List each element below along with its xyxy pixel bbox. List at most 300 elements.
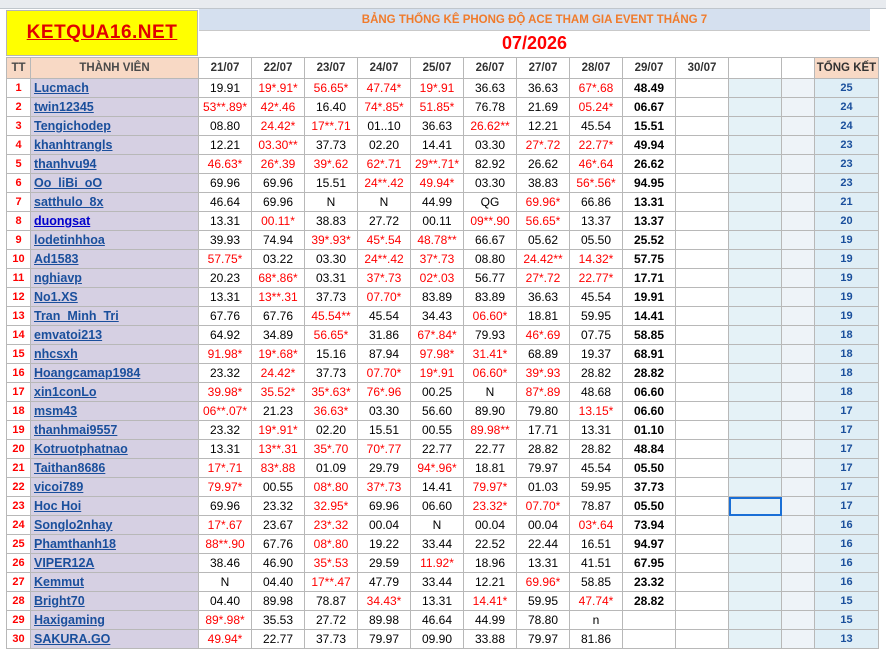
result-cell[interactable]: 15.51 bbox=[358, 421, 411, 440]
member-name-link[interactable]: thanhvu94 bbox=[34, 157, 97, 171]
empty-cell[interactable] bbox=[782, 421, 815, 440]
result-cell-30-07[interactable] bbox=[676, 383, 729, 402]
result-cell[interactable]: 31.41* bbox=[464, 345, 517, 364]
result-cell[interactable]: 26.62 bbox=[517, 155, 570, 174]
row-number[interactable]: 26 bbox=[7, 554, 31, 573]
result-cell[interactable]: 69.96* bbox=[517, 193, 570, 212]
result-cell[interactable]: 00.11 bbox=[411, 212, 464, 231]
member-name-link[interactable]: Tengichodep bbox=[34, 119, 111, 133]
result-cell[interactable]: 46.63* bbox=[199, 155, 252, 174]
result-cell[interactable]: 87.94 bbox=[358, 345, 411, 364]
member-name-link[interactable]: Kemmut bbox=[34, 575, 85, 589]
result-cell[interactable]: 48.68 bbox=[570, 383, 623, 402]
result-cell[interactable]: 56.60 bbox=[411, 402, 464, 421]
result-cell[interactable]: 37.73 bbox=[305, 288, 358, 307]
result-cell[interactable]: N bbox=[358, 193, 411, 212]
result-cell[interactable]: 00.11* bbox=[252, 212, 305, 231]
member-cell[interactable] bbox=[31, 307, 199, 326]
total-score[interactable]: 16 bbox=[815, 516, 879, 535]
member-name-link[interactable]: duongsat bbox=[34, 214, 91, 228]
result-cell[interactable]: 22.44 bbox=[517, 535, 570, 554]
member-cell[interactable] bbox=[31, 231, 199, 250]
result-cell[interactable]: 36.63 bbox=[517, 288, 570, 307]
result-cell[interactable]: 17**.47 bbox=[305, 573, 358, 592]
member-cell[interactable] bbox=[31, 345, 199, 364]
member-cell[interactable] bbox=[31, 136, 199, 155]
result-cell[interactable]: 89.98** bbox=[464, 421, 517, 440]
result-cell[interactable]: 66.86 bbox=[570, 193, 623, 212]
result-cell[interactable]: 45.54** bbox=[305, 307, 358, 326]
result-cell[interactable]: 07.70* bbox=[358, 288, 411, 307]
result-cell[interactable]: 46*.64 bbox=[570, 155, 623, 174]
result-cell-30-07[interactable] bbox=[676, 79, 729, 98]
result-cell[interactable]: 78.80 bbox=[517, 611, 570, 630]
result-cell[interactable]: 41.51 bbox=[570, 554, 623, 573]
result-cell[interactable]: 37.73 bbox=[305, 136, 358, 155]
result-cell[interactable]: 46.90 bbox=[252, 554, 305, 573]
empty-cell[interactable] bbox=[782, 98, 815, 117]
result-cell-29-07[interactable]: 49.94 bbox=[623, 136, 676, 155]
result-cell[interactable]: 44.99 bbox=[464, 611, 517, 630]
result-cell[interactable]: 88**.90 bbox=[199, 535, 252, 554]
result-cell[interactable]: 69.96 bbox=[252, 174, 305, 193]
result-cell[interactable]: 14.41 bbox=[411, 478, 464, 497]
total-score[interactable]: 13 bbox=[815, 630, 879, 649]
result-cell[interactable]: 12.21 bbox=[464, 573, 517, 592]
result-cell[interactable]: 69.96 bbox=[252, 193, 305, 212]
result-cell[interactable]: 97.98* bbox=[411, 345, 464, 364]
result-cell[interactable]: 91.98* bbox=[199, 345, 252, 364]
result-cell-30-07[interactable] bbox=[676, 630, 729, 649]
result-cell-30-07[interactable] bbox=[676, 326, 729, 345]
result-cell[interactable]: 26*.39 bbox=[252, 155, 305, 174]
result-cell[interactable]: 46*.69 bbox=[517, 326, 570, 345]
total-score[interactable]: 20 bbox=[815, 212, 879, 231]
empty-cell[interactable] bbox=[729, 611, 782, 630]
result-cell[interactable]: 07.70* bbox=[517, 497, 570, 516]
empty-cell[interactable] bbox=[782, 288, 815, 307]
result-cell[interactable]: 67*.68 bbox=[570, 79, 623, 98]
result-cell[interactable]: 33.44 bbox=[411, 573, 464, 592]
result-cell[interactable]: 01.03 bbox=[517, 478, 570, 497]
result-cell[interactable]: 09.90 bbox=[411, 630, 464, 649]
result-cell[interactable]: 15.51 bbox=[305, 174, 358, 193]
member-name-link[interactable]: khanhtrangls bbox=[34, 138, 113, 152]
result-cell[interactable]: 23*.32 bbox=[305, 516, 358, 535]
result-cell[interactable]: 46.64 bbox=[411, 611, 464, 630]
result-cell[interactable]: 00.04 bbox=[358, 516, 411, 535]
result-cell-29-07[interactable]: 28.82 bbox=[623, 364, 676, 383]
result-cell[interactable]: n bbox=[570, 611, 623, 630]
member-cell[interactable] bbox=[31, 592, 199, 611]
result-cell-30-07[interactable] bbox=[676, 611, 729, 630]
result-cell[interactable]: 37.73 bbox=[305, 630, 358, 649]
empty-cell[interactable] bbox=[729, 212, 782, 231]
result-cell[interactable]: 00.55 bbox=[411, 421, 464, 440]
result-cell-30-07[interactable] bbox=[676, 307, 729, 326]
empty-cell[interactable] bbox=[729, 402, 782, 421]
empty-cell[interactable] bbox=[782, 554, 815, 573]
result-cell-30-07[interactable] bbox=[676, 535, 729, 554]
result-cell[interactable]: 79.97* bbox=[199, 478, 252, 497]
result-cell[interactable]: 03.30 bbox=[358, 402, 411, 421]
empty-cell[interactable] bbox=[729, 117, 782, 136]
member-name-link[interactable]: SAKURA.GO bbox=[34, 632, 111, 646]
result-cell[interactable]: 69.96* bbox=[517, 573, 570, 592]
result-cell-30-07[interactable] bbox=[676, 174, 729, 193]
member-name-link[interactable]: vicoi789 bbox=[34, 480, 84, 494]
member-cell[interactable] bbox=[31, 478, 199, 497]
result-cell[interactable]: N bbox=[411, 516, 464, 535]
result-cell[interactable]: 45*.54 bbox=[358, 231, 411, 250]
result-cell-29-07[interactable] bbox=[623, 630, 676, 649]
result-cell-29-07[interactable] bbox=[623, 611, 676, 630]
result-cell[interactable]: 24**.42 bbox=[358, 250, 411, 269]
result-cell[interactable]: 28.82 bbox=[517, 440, 570, 459]
empty-cell[interactable] bbox=[782, 573, 815, 592]
empty-cell[interactable] bbox=[729, 136, 782, 155]
member-cell[interactable] bbox=[31, 554, 199, 573]
total-score[interactable]: 24 bbox=[815, 117, 879, 136]
result-cell[interactable]: 13.31 bbox=[199, 440, 252, 459]
result-cell-29-07[interactable]: 01.10 bbox=[623, 421, 676, 440]
result-cell-29-07[interactable]: 48.49 bbox=[623, 79, 676, 98]
row-number[interactable]: 3 bbox=[7, 117, 31, 136]
result-cell[interactable]: 24.42** bbox=[517, 250, 570, 269]
empty-cell[interactable] bbox=[729, 364, 782, 383]
result-cell[interactable]: 14.41* bbox=[464, 592, 517, 611]
row-number[interactable]: 4 bbox=[7, 136, 31, 155]
result-cell[interactable]: 83.89 bbox=[411, 288, 464, 307]
empty-cell[interactable] bbox=[729, 269, 782, 288]
result-cell-30-07[interactable] bbox=[676, 459, 729, 478]
result-cell[interactable]: 94*.96* bbox=[411, 459, 464, 478]
result-cell-29-07[interactable]: 26.62 bbox=[623, 155, 676, 174]
result-cell[interactable]: 78.87 bbox=[570, 497, 623, 516]
result-cell[interactable]: 74.94 bbox=[252, 231, 305, 250]
empty-cell[interactable] bbox=[729, 535, 782, 554]
row-number[interactable]: 10 bbox=[7, 250, 31, 269]
result-cell[interactable]: 13.31 bbox=[199, 288, 252, 307]
result-cell[interactable]: 38.46 bbox=[199, 554, 252, 573]
result-cell[interactable]: 39.93 bbox=[199, 231, 252, 250]
result-cell[interactable]: 04.40 bbox=[199, 592, 252, 611]
member-cell[interactable] bbox=[31, 79, 199, 98]
result-cell[interactable]: 00.25 bbox=[411, 383, 464, 402]
result-cell-29-07[interactable]: 68.91 bbox=[623, 345, 676, 364]
result-cell-30-07[interactable] bbox=[676, 440, 729, 459]
empty-cell[interactable] bbox=[729, 193, 782, 212]
result-cell[interactable]: 82.92 bbox=[464, 155, 517, 174]
row-number[interactable]: 15 bbox=[7, 345, 31, 364]
member-name-link[interactable]: satthulo_8x bbox=[34, 195, 104, 209]
result-cell[interactable]: 59.95 bbox=[570, 307, 623, 326]
result-cell[interactable]: 03.30 bbox=[464, 136, 517, 155]
result-cell[interactable]: 79.80 bbox=[517, 402, 570, 421]
result-cell[interactable]: 34.43 bbox=[411, 307, 464, 326]
member-name-link[interactable]: Lucmach bbox=[34, 81, 89, 95]
result-cell[interactable]: 29.59 bbox=[358, 554, 411, 573]
result-cell[interactable]: 19.37 bbox=[570, 345, 623, 364]
empty-cell[interactable] bbox=[782, 193, 815, 212]
result-cell[interactable]: 19*.91 bbox=[411, 79, 464, 98]
member-name-link[interactable]: Taithan8686 bbox=[34, 461, 106, 475]
result-cell-29-07[interactable]: 19.91 bbox=[623, 288, 676, 307]
result-cell-30-07[interactable] bbox=[676, 345, 729, 364]
total-score[interactable]: 16 bbox=[815, 573, 879, 592]
result-cell[interactable]: 03.22 bbox=[252, 250, 305, 269]
result-cell[interactable]: 36.63 bbox=[464, 79, 517, 98]
member-name-link[interactable]: Phamthanh18 bbox=[34, 537, 116, 551]
member-cell[interactable] bbox=[31, 212, 199, 231]
member-name-link[interactable]: thanhmai9557 bbox=[34, 423, 118, 437]
result-cell[interactable]: 79.97 bbox=[517, 630, 570, 649]
result-cell[interactable]: 42*.46 bbox=[252, 98, 305, 117]
result-cell-29-07[interactable]: 58.85 bbox=[623, 326, 676, 345]
result-cell-29-07[interactable]: 25.52 bbox=[623, 231, 676, 250]
result-cell[interactable]: 89.90 bbox=[464, 402, 517, 421]
empty-cell[interactable] bbox=[729, 307, 782, 326]
member-name-link[interactable]: Haxigaming bbox=[34, 613, 105, 627]
result-cell[interactable]: 27.72 bbox=[305, 611, 358, 630]
result-cell[interactable]: 08*.80 bbox=[305, 478, 358, 497]
empty-cell[interactable] bbox=[782, 440, 815, 459]
empty-cell[interactable] bbox=[782, 345, 815, 364]
empty-cell[interactable] bbox=[782, 592, 815, 611]
empty-cell[interactable] bbox=[729, 554, 782, 573]
row-number[interactable]: 2 bbox=[7, 98, 31, 117]
empty-cell[interactable] bbox=[729, 630, 782, 649]
result-cell[interactable]: 36.63 bbox=[411, 117, 464, 136]
empty-cell[interactable] bbox=[782, 326, 815, 345]
result-cell[interactable]: 78.87 bbox=[305, 592, 358, 611]
result-cell[interactable]: 11.92* bbox=[411, 554, 464, 573]
empty-cell[interactable] bbox=[729, 573, 782, 592]
row-number[interactable]: 30 bbox=[7, 630, 31, 649]
total-score[interactable]: 19 bbox=[815, 269, 879, 288]
result-cell[interactable]: 34.43* bbox=[358, 592, 411, 611]
empty-cell[interactable] bbox=[782, 516, 815, 535]
result-cell[interactable]: 06.60* bbox=[464, 364, 517, 383]
result-cell[interactable]: 57.75* bbox=[199, 250, 252, 269]
result-cell[interactable]: 12.21 bbox=[517, 117, 570, 136]
result-cell[interactable]: 13.31 bbox=[570, 421, 623, 440]
result-cell[interactable]: 67.76 bbox=[252, 535, 305, 554]
total-score[interactable]: 15 bbox=[815, 611, 879, 630]
result-cell[interactable]: 49.94* bbox=[199, 630, 252, 649]
result-cell-30-07[interactable] bbox=[676, 573, 729, 592]
empty-cell[interactable] bbox=[782, 611, 815, 630]
result-cell[interactable]: 03.30 bbox=[464, 174, 517, 193]
result-cell[interactable]: 22.77* bbox=[570, 269, 623, 288]
result-cell[interactable]: 76.78 bbox=[464, 98, 517, 117]
member-name-link[interactable]: msm43 bbox=[34, 404, 78, 418]
member-name-link[interactable]: Hoc Hoi bbox=[34, 499, 82, 513]
result-cell-29-07[interactable]: 05.50 bbox=[623, 459, 676, 478]
result-cell[interactable]: 19.91 bbox=[199, 79, 252, 98]
result-cell[interactable]: 39*.62 bbox=[305, 155, 358, 174]
result-cell-29-07[interactable]: 05.50 bbox=[623, 497, 676, 516]
member-name-link[interactable]: xin1conLo bbox=[34, 385, 97, 399]
result-cell[interactable]: 16.51 bbox=[570, 535, 623, 554]
empty-cell[interactable] bbox=[782, 402, 815, 421]
result-cell[interactable]: 18.81 bbox=[517, 307, 570, 326]
result-cell[interactable]: 35*.70 bbox=[305, 440, 358, 459]
result-cell[interactable]: 47.74* bbox=[358, 79, 411, 98]
result-cell[interactable]: 62*.71 bbox=[358, 155, 411, 174]
result-cell[interactable]: 02.20 bbox=[358, 136, 411, 155]
result-cell[interactable]: 24.42* bbox=[252, 364, 305, 383]
result-cell[interactable]: 33.44 bbox=[411, 535, 464, 554]
empty-cell[interactable] bbox=[782, 269, 815, 288]
result-cell[interactable]: 27*.72 bbox=[517, 269, 570, 288]
total-score[interactable]: 19 bbox=[815, 231, 879, 250]
result-cell[interactable]: 24**.42 bbox=[358, 174, 411, 193]
result-cell[interactable]: 15.16 bbox=[305, 345, 358, 364]
result-cell[interactable]: 17*.71 bbox=[199, 459, 252, 478]
result-cell[interactable]: 21.69 bbox=[517, 98, 570, 117]
result-cell[interactable]: 45.54 bbox=[570, 459, 623, 478]
result-cell[interactable]: 67*.84* bbox=[411, 326, 464, 345]
empty-cell[interactable] bbox=[782, 383, 815, 402]
empty-cell[interactable] bbox=[782, 307, 815, 326]
result-cell[interactable]: 07.75 bbox=[570, 326, 623, 345]
result-cell[interactable]: 17**.71 bbox=[305, 117, 358, 136]
result-cell[interactable]: 47.74* bbox=[570, 592, 623, 611]
empty-cell[interactable] bbox=[729, 79, 782, 98]
member-name-link[interactable]: Tran_Minh_Tri bbox=[34, 309, 119, 323]
result-cell[interactable]: 33.88 bbox=[464, 630, 517, 649]
total-score[interactable]: 19 bbox=[815, 288, 879, 307]
result-cell[interactable]: 02*.03 bbox=[411, 269, 464, 288]
result-cell-29-07[interactable]: 17.71 bbox=[623, 269, 676, 288]
result-cell[interactable]: 38.83 bbox=[517, 174, 570, 193]
empty-cell[interactable] bbox=[782, 478, 815, 497]
member-cell[interactable] bbox=[31, 326, 199, 345]
empty-cell[interactable] bbox=[729, 421, 782, 440]
total-score[interactable]: 17 bbox=[815, 497, 879, 516]
result-cell-30-07[interactable] bbox=[676, 250, 729, 269]
result-cell-29-07[interactable]: 37.73 bbox=[623, 478, 676, 497]
result-cell[interactable]: 35*.63* bbox=[305, 383, 358, 402]
result-cell[interactable]: 23.32 bbox=[252, 497, 305, 516]
member-name-link[interactable]: Ad1583 bbox=[34, 252, 79, 266]
result-cell-30-07[interactable] bbox=[676, 478, 729, 497]
empty-cell[interactable] bbox=[782, 79, 815, 98]
result-cell[interactable]: N bbox=[305, 193, 358, 212]
result-cell[interactable]: 37*.73 bbox=[358, 478, 411, 497]
empty-cell[interactable] bbox=[729, 459, 782, 478]
result-cell[interactable]: 68*.86* bbox=[252, 269, 305, 288]
result-cell[interactable]: 14.32* bbox=[570, 250, 623, 269]
row-number[interactable]: 27 bbox=[7, 573, 31, 592]
result-cell[interactable]: 64.92 bbox=[199, 326, 252, 345]
empty-cell[interactable] bbox=[729, 155, 782, 174]
result-cell[interactable]: 06**.07* bbox=[199, 402, 252, 421]
row-number[interactable]: 7 bbox=[7, 193, 31, 212]
result-cell[interactable]: 01..10 bbox=[358, 117, 411, 136]
result-cell[interactable]: 74*.85* bbox=[358, 98, 411, 117]
result-cell[interactable]: 12.21 bbox=[199, 136, 252, 155]
result-cell[interactable]: 23.32 bbox=[199, 364, 252, 383]
result-cell[interactable]: 02.20 bbox=[305, 421, 358, 440]
result-cell-29-07[interactable]: 06.60 bbox=[623, 402, 676, 421]
row-number[interactable]: 1 bbox=[7, 79, 31, 98]
result-cell[interactable]: QG bbox=[464, 193, 517, 212]
member-name-link[interactable]: VIPER12A bbox=[34, 556, 95, 570]
empty-cell[interactable] bbox=[782, 250, 815, 269]
total-score[interactable]: 23 bbox=[815, 174, 879, 193]
result-cell[interactable]: 13**.31 bbox=[252, 288, 305, 307]
empty-cell[interactable] bbox=[729, 98, 782, 117]
result-cell-29-07[interactable]: 13.31 bbox=[623, 193, 676, 212]
result-cell[interactable]: 81.86 bbox=[570, 630, 623, 649]
total-score[interactable]: 15 bbox=[815, 592, 879, 611]
result-cell[interactable]: 23.32 bbox=[199, 421, 252, 440]
empty-cell[interactable] bbox=[729, 288, 782, 307]
result-cell[interactable]: 69.96 bbox=[199, 497, 252, 516]
result-cell-29-07[interactable]: 67.95 bbox=[623, 554, 676, 573]
member-cell[interactable] bbox=[31, 459, 199, 478]
row-number[interactable]: 18 bbox=[7, 402, 31, 421]
result-cell[interactable]: 13.31 bbox=[411, 592, 464, 611]
empty-cell[interactable] bbox=[782, 497, 815, 516]
row-number[interactable]: 19 bbox=[7, 421, 31, 440]
result-cell-30-07[interactable] bbox=[676, 136, 729, 155]
member-cell[interactable] bbox=[31, 288, 199, 307]
result-cell-30-07[interactable] bbox=[676, 554, 729, 573]
result-cell[interactable]: 20.23 bbox=[199, 269, 252, 288]
result-cell[interactable]: 56.65* bbox=[305, 326, 358, 345]
result-cell[interactable]: 34.89 bbox=[252, 326, 305, 345]
result-cell[interactable]: 32.95* bbox=[305, 497, 358, 516]
result-cell[interactable]: 13.37 bbox=[570, 212, 623, 231]
result-cell[interactable]: 06.60* bbox=[464, 307, 517, 326]
result-cell[interactable]: 76*.96 bbox=[358, 383, 411, 402]
result-cell[interactable]: 21.23 bbox=[252, 402, 305, 421]
result-cell[interactable]: 05.50 bbox=[570, 231, 623, 250]
row-number[interactable]: 8 bbox=[7, 212, 31, 231]
result-cell[interactable]: 53**.89* bbox=[199, 98, 252, 117]
result-cell-30-07[interactable] bbox=[676, 288, 729, 307]
member-name-link[interactable]: Bright70 bbox=[34, 594, 85, 608]
result-cell[interactable]: 38.83 bbox=[305, 212, 358, 231]
result-cell[interactable]: 22.77 bbox=[411, 440, 464, 459]
empty-cell[interactable] bbox=[782, 630, 815, 649]
result-cell[interactable]: 69.96 bbox=[199, 174, 252, 193]
total-score[interactable]: 25 bbox=[815, 79, 879, 98]
total-score[interactable]: 18 bbox=[815, 326, 879, 345]
result-cell-30-07[interactable] bbox=[676, 193, 729, 212]
result-cell[interactable]: 49.94* bbox=[411, 174, 464, 193]
result-cell[interactable]: 22.77 bbox=[464, 440, 517, 459]
result-cell[interactable]: 79.97* bbox=[464, 478, 517, 497]
result-cell[interactable]: 37*.73 bbox=[411, 250, 464, 269]
result-cell[interactable]: 58.85 bbox=[570, 573, 623, 592]
result-cell[interactable]: 03.31 bbox=[305, 269, 358, 288]
result-cell[interactable]: 89*.98* bbox=[199, 611, 252, 630]
result-cell[interactable]: 05.62 bbox=[517, 231, 570, 250]
row-number[interactable]: 24 bbox=[7, 516, 31, 535]
member-name-link[interactable]: Songlo2nhay bbox=[34, 518, 113, 532]
row-number[interactable]: 22 bbox=[7, 478, 31, 497]
result-cell[interactable]: 00.04 bbox=[464, 516, 517, 535]
result-cell-29-07[interactable]: 06.67 bbox=[623, 98, 676, 117]
result-cell[interactable]: 13.15* bbox=[570, 402, 623, 421]
result-cell[interactable]: 19*.68* bbox=[252, 345, 305, 364]
result-cell-30-07[interactable] bbox=[676, 155, 729, 174]
result-cell[interactable]: 24.42* bbox=[252, 117, 305, 136]
